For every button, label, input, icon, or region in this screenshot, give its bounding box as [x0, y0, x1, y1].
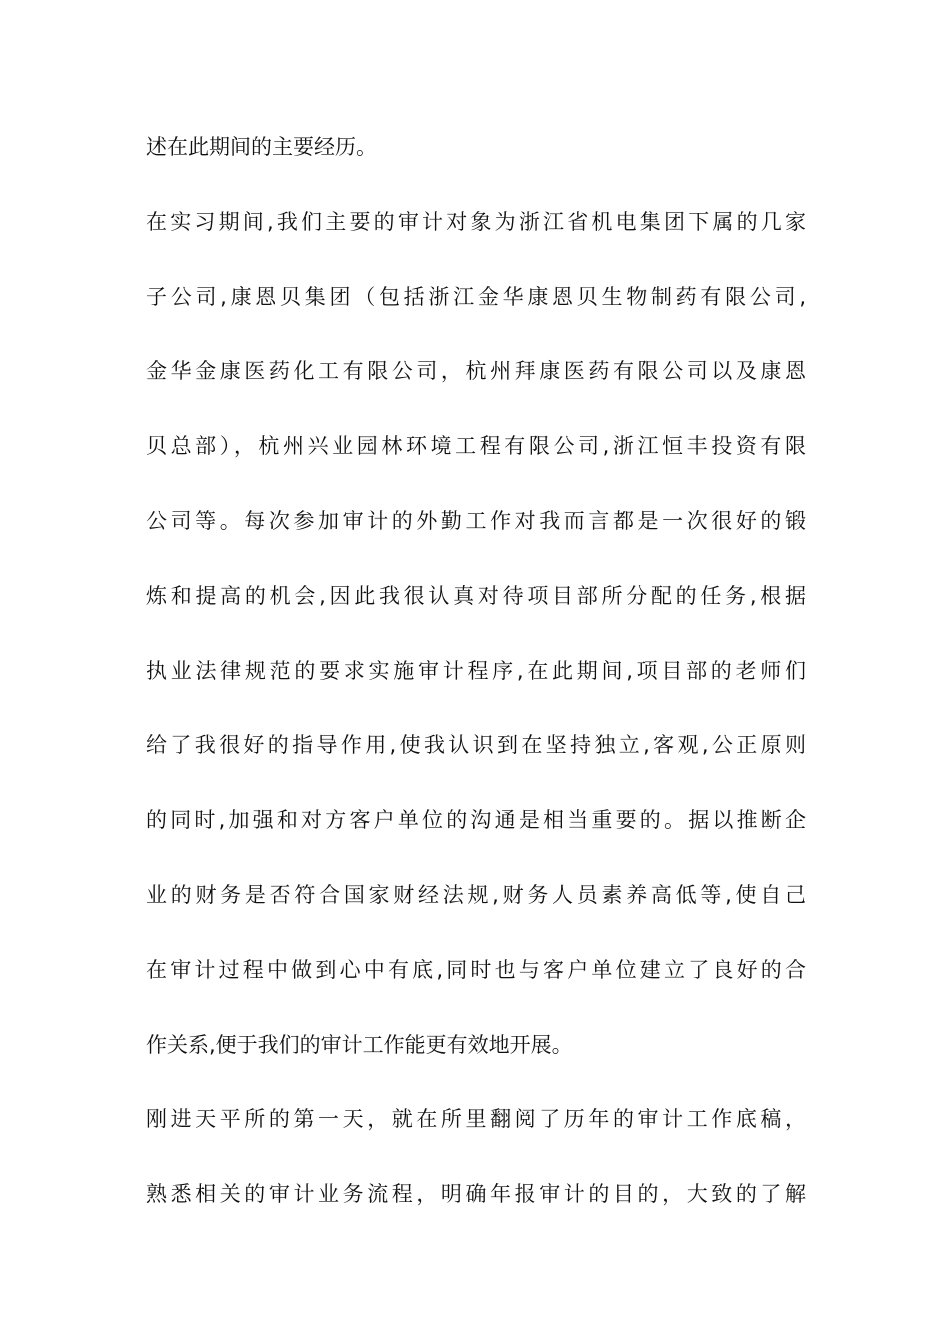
paragraph-line: 述在此期间的主要经历。 — [146, 135, 377, 159]
paragraph-line: 刚进天平所的第一天，就在所里翻阅了历年的审计工作底稿， — [146, 1107, 806, 1132]
paragraph-line: 业的财务是否符合国家财经法规,财务人员素养高低等,使自己 — [146, 882, 806, 907]
paragraph-line: 子公司,康恩贝集团（包括浙江金华康恩贝生物制药有限公司, — [146, 284, 806, 309]
paragraph-line: 炼和提高的机会,因此我很认真对待项目部所分配的任务,根据 — [146, 583, 806, 608]
document-body — [146, 129, 806, 1251]
paragraph-line: 执业法律规范的要求实施审计程序,在此期间,项目部的老师们 — [146, 658, 806, 683]
paragraph-line: 作关系,便于我们的审计工作能更有效地开展。 — [146, 1032, 573, 1057]
paragraph-line: 贝总部），杭州兴业园林环境工程有限公司,浙江恒丰投资有限 — [146, 434, 806, 459]
paragraph-line: 金华金康医药化工有限公司，杭州拜康医药有限公司以及康恩 — [146, 359, 806, 384]
paragraph-line: 给了我很好的指导作用,使我认识到在坚持独立,客观,公正原则 — [146, 733, 806, 758]
paragraph-line: 在实习期间,我们主要的审计对象为浙江省机电集团下属的几家 — [146, 209, 806, 234]
paragraph-line: 在审计过程中做到心中有底,同时也与客户单位建立了良好的合 — [146, 957, 806, 982]
paragraph-line: 公司等。每次参加审计的外勤工作对我而言都是一次很好的锻 — [146, 508, 806, 533]
paragraph-line: 熟悉相关的审计业务流程，明确年报审计的目的，大致的了解 — [146, 1182, 806, 1207]
paragraph-line: 的同时,加强和对方客户单位的沟通是相当重要的。据以推断企 — [146, 808, 806, 833]
